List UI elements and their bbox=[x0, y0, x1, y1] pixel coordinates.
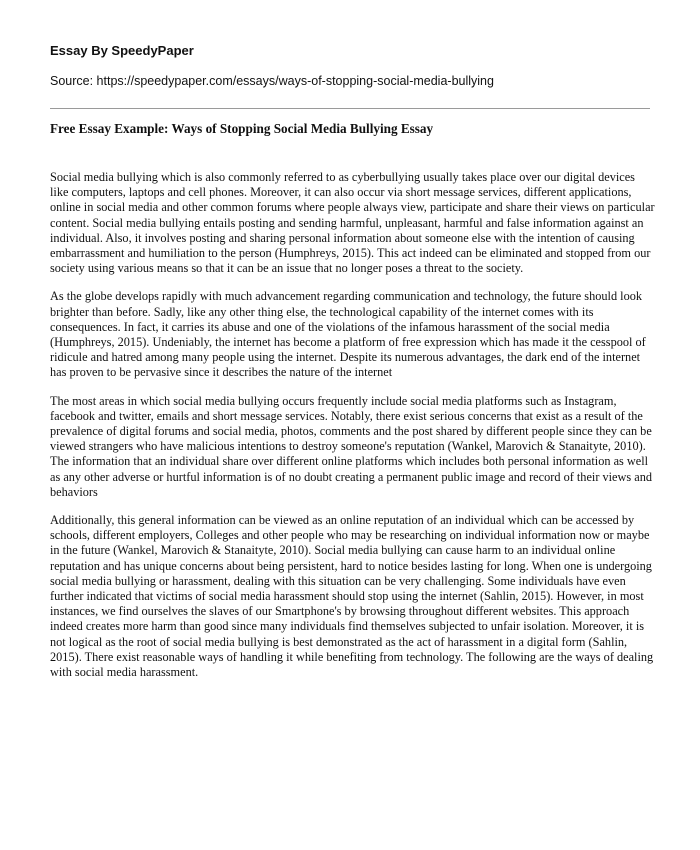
essay-paragraph-3: The most areas in which social media bullying occurs frequently include social media platforms such as Instagram, facebook and twitter, emails and short message services. Notably, there exist serious concerns that exist as a result of the prevalence of digital forums and social media, photos, comments and the post shared by different people since they can be viewed strangers who have malicious intentions to destroy someone's reputation (Wankel, Marovich & Stanaityte, 2010). The information that an individual share over different online platforms which includes both personal information as well as any other adverse or hurtful information is of no doubt creating a permanent public image and record of their views and behaviors bbox=[50, 393, 653, 499]
header-divider bbox=[50, 108, 650, 109]
document-header-title: Essay By SpeedyPaper bbox=[50, 43, 194, 58]
essay-body bbox=[50, 170, 656, 693]
source-line: Source: https://speedypaper.com/essays/ways-of-stopping-social-media-bullying bbox=[50, 74, 494, 88]
essay-paragraph-4: Additionally, this general information can be viewed as an online reputation of an individual which can be accessed by schools, different employers, Colleges and other people who may be researching on individual information now or maybe in the future (Wankel, Marovich & Stanaityte, 2010). Social media bullying can cause harm to an individual online reputation and has unique concerns about being persistent, hard to notice besides lasting for long. When one is undergoing social media bullying or harassment, dealing with this situation can be very challenging. Some individuals have even further indicated that victims of social media harassment should stop using the internet (Sahlin, 2015). However, in most instances, we find ourselves the slaves of our Smartphone's by browsing throughout different websites. This approach indeed creates more harm than good since many individuals find themselves subjected to unfair isolation. Moreover, it is not logical as the root of social media bullying is best demonstrated as the act of harassment in a digital form (Sahlin, 2015). There exist reasonable ways of handling it while benefiting from technology. The following are the ways of dealing with social media harassment. bbox=[50, 513, 654, 680]
essay-paragraph-1: Social media bullying which is also commonly referred to as cyberbullying usually takes place over our digital devices like computers, laptops and cell phones. Moreover, it can also occur via short message services, different applications, online in social media and other common forums where people always view, participate and share their views on particular content. Social media bullying entails posting and sending harmful, unpleasant, harmful and false information against an individual. Also, it involves posting and sharing personal information about someone else with the intention of causing embarrassment and humiliation to the person (Humphreys, 2015). This act indeed can be eliminated and stopped from our society using various means so that it can be an issue that no longer poses a threat to the society. bbox=[50, 170, 655, 276]
essay-paragraph-2: As the globe develops rapidly with much advancement regarding communication and technology, the future should look brighter than before. Sadly, like any other thing else, the technological capability of the internet comes with its consequences. In fact, it carries its abuse and one of the violations of the infamous harassment of the social media (Humphreys, 2015). Undeniably, the internet has become a platform of free expression which has made it the cesspool of ridicule and hatred among many people using the internet. Despite its numerous advantages, the dark end of the internet has proven to be pervasive since it describes the nature of the internet bbox=[50, 289, 646, 380]
essay-title: Free Essay Example: Ways of Stopping Social Media Bullying Essay bbox=[50, 121, 434, 136]
